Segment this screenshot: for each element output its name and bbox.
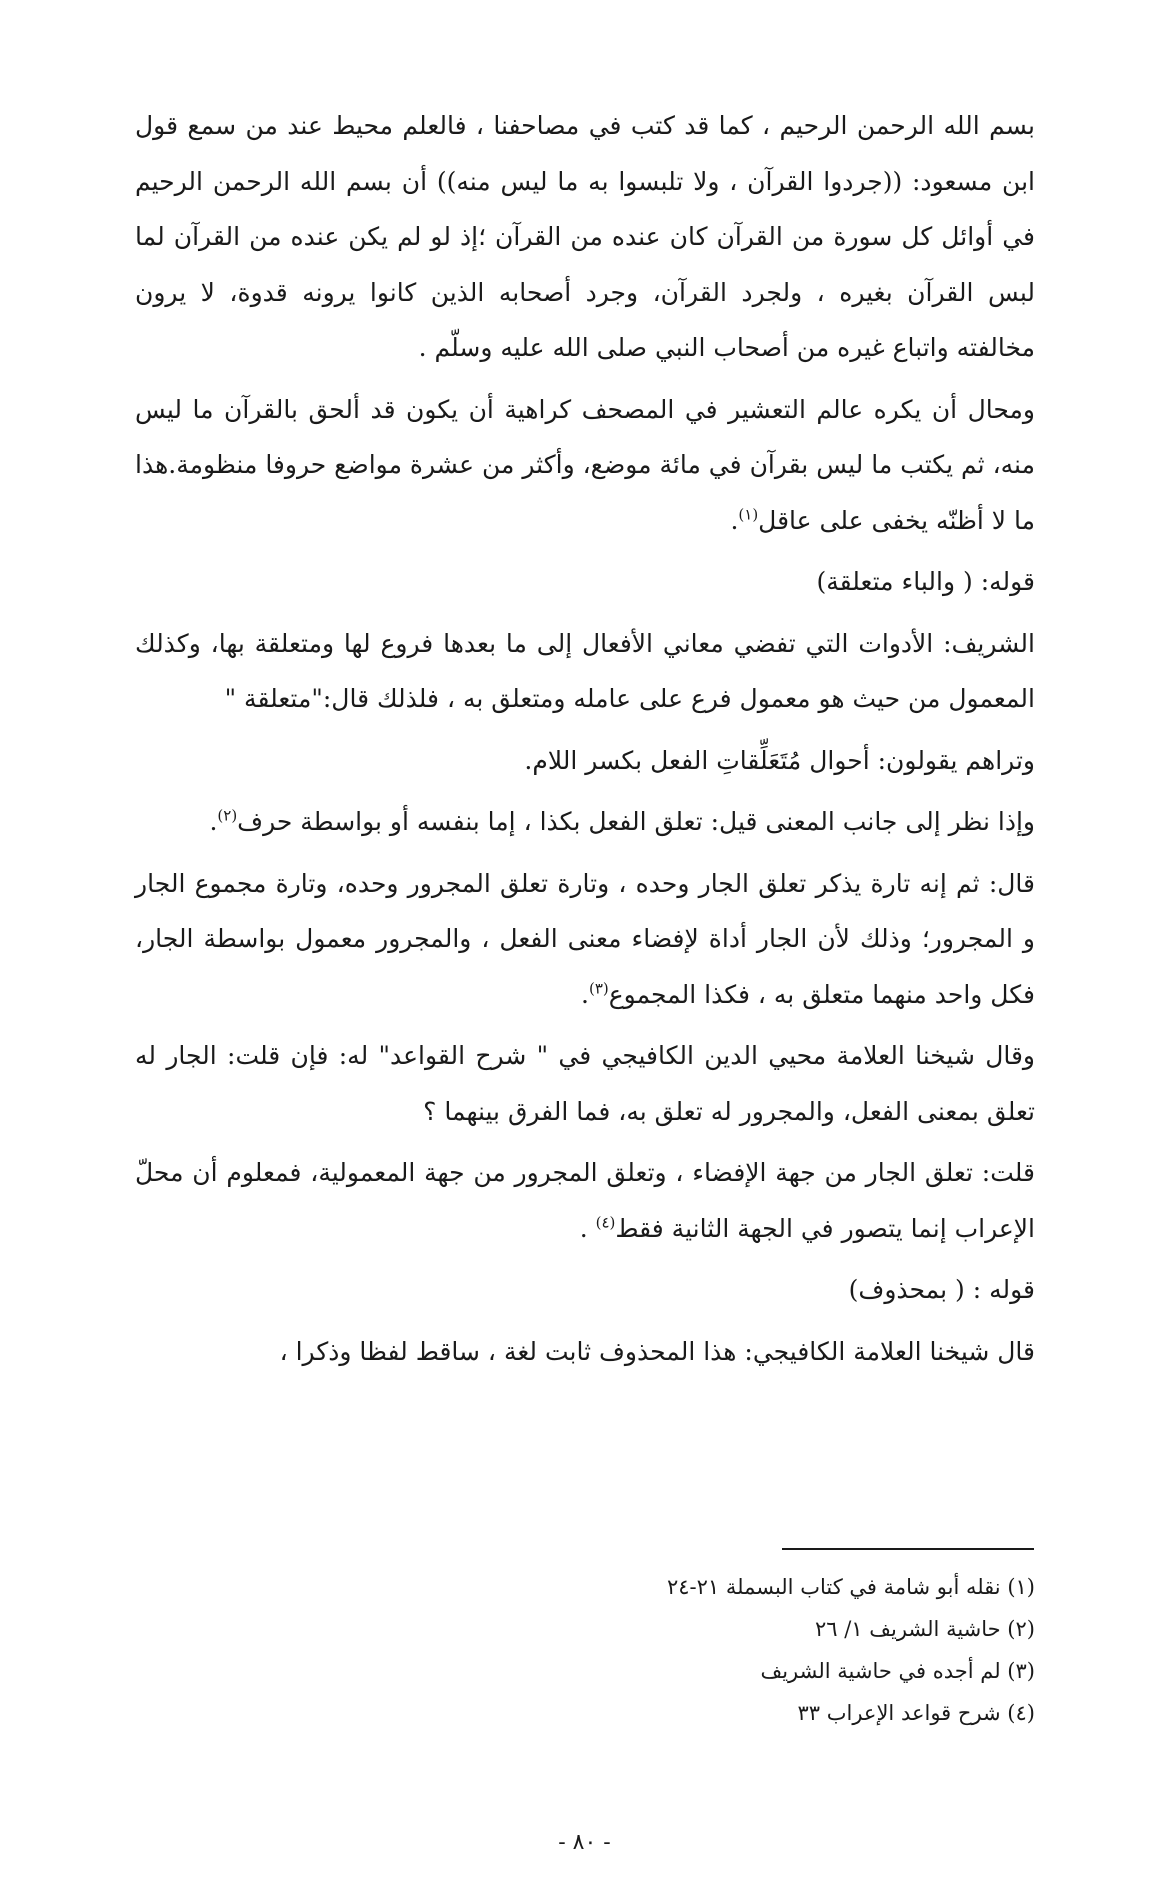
footnote: (٤) شرح قواعد الإعراب ٣٣ xyxy=(797,1701,1035,1725)
footnote: (١) نقله أبو شامة في كتاب البسملة ٢١-٢٤ xyxy=(666,1575,1035,1599)
paragraph: وقال شيخنا العلامة محيي الدين الكافيجي في " شرح القواعد" له: فإن قلت: الجار له تعلق بمعنى الفعل، والمجرور له تعلق به، فما الفرق بينهما ؟ xyxy=(135,1041,1035,1126)
paragraph: قال: ثم إنه تارة يذكر تعلق الجار وحده ، وتارة تعلق المجرور وحده، وتارة مجموع الجار و المجرور؛ وذلك لأن الجار أداة لإفضاء معنى الفعل ، والمجرور معمول بواسطة الجار، فكل واحد منهما متعلق به ، فكذا المجموع$^{(٣)}$. xyxy=(135,868,1035,1009)
paragraph: وإذا نظر إلى جانب المعنى قيل: تعلق الفعل بكذا ، إما بنفسه أو بواسطة حرف$^{(٢)}$. xyxy=(209,806,1035,836)
footnote-separator xyxy=(782,1548,1034,1550)
paragraph: ومحال أن يكره عالم التعشير في المصحف كراهية أن يكون قد ألحق بالقرآن ما ليس منه، ثم يكتب ما ليس بقرآن في مائة موضع، وأكثر من عشرة مواضع حروفا منظومة.هذا ما لا أظنّه يخفى على عاقل$^{(١)}$. xyxy=(135,394,1035,535)
footnote-reference: (٤) xyxy=(595,1213,616,1232)
footnote: (٢) حاشية الشريف ١/ ٢٦ xyxy=(814,1617,1035,1641)
paragraph: قلت: تعلق الجار من جهة الإفضاء ، وتعلق المجرور من جهة المعمولية، فمعلوم أن محلّ الإعراب إنما يتصور في الجهة الثانية فقط$^{(٤)}$ . xyxy=(135,1158,1035,1243)
footnote-reference: (٢) xyxy=(217,806,238,825)
paragraph: قوله: ( والباء متعلقة) xyxy=(816,567,1035,596)
paragraph: وتراهم يقولون: أحوال مُتَعَلِّقاتِ الفعل بكسر اللام. xyxy=(524,745,1035,775)
footnotes xyxy=(135,1566,1035,1734)
footnote-reference: (١) xyxy=(738,505,759,524)
main-text xyxy=(135,98,1035,1385)
page-number: - ٨٠ - xyxy=(558,1830,611,1855)
paragraph: قال شيخنا العلامة الكافيجي: هذا المحذوف ثابت لغة ، ساقط لفظا وذكرا ، xyxy=(279,1336,1035,1366)
paragraph: الشريف: الأدوات التي تفضي معاني الأفعال إلى ما بعدها فروع لها ومتعلقة بها، وكذلك المعمول من حيث هو معمول فرع على عامله ومتعلق به ، فلذلك قال:"متعلقة " xyxy=(135,628,1035,713)
paragraph: قوله : ( بمحذوف) xyxy=(848,1275,1035,1304)
footnote-reference: (٣) xyxy=(588,979,609,998)
paragraph: بسم الله الرحمن الرحيم ، كما قد كتب في مصاحفنا ، فالعلم محيط عند من سمع قول ابن مسعود: ((جردوا القرآن ، ولا تلبسوا به ما ليس منه)) أن بسم الله الرحمن الرحيم في أوائل كل سورة من القرآن كان عنده من القرآن ؛إذ لو لم يكن عنده من القرآن لما لبس القرآن بغيره ، ولجرد القرآن، وجرد أصحابه الذين كانوا يرونه قدوة، لا يرون مخالفته واتباع غيره من أصحاب النبي صلى الله عليه وسلّم . xyxy=(135,111,1035,362)
footnote: (٣) لم أجده في حاشية الشريف xyxy=(760,1659,1035,1683)
